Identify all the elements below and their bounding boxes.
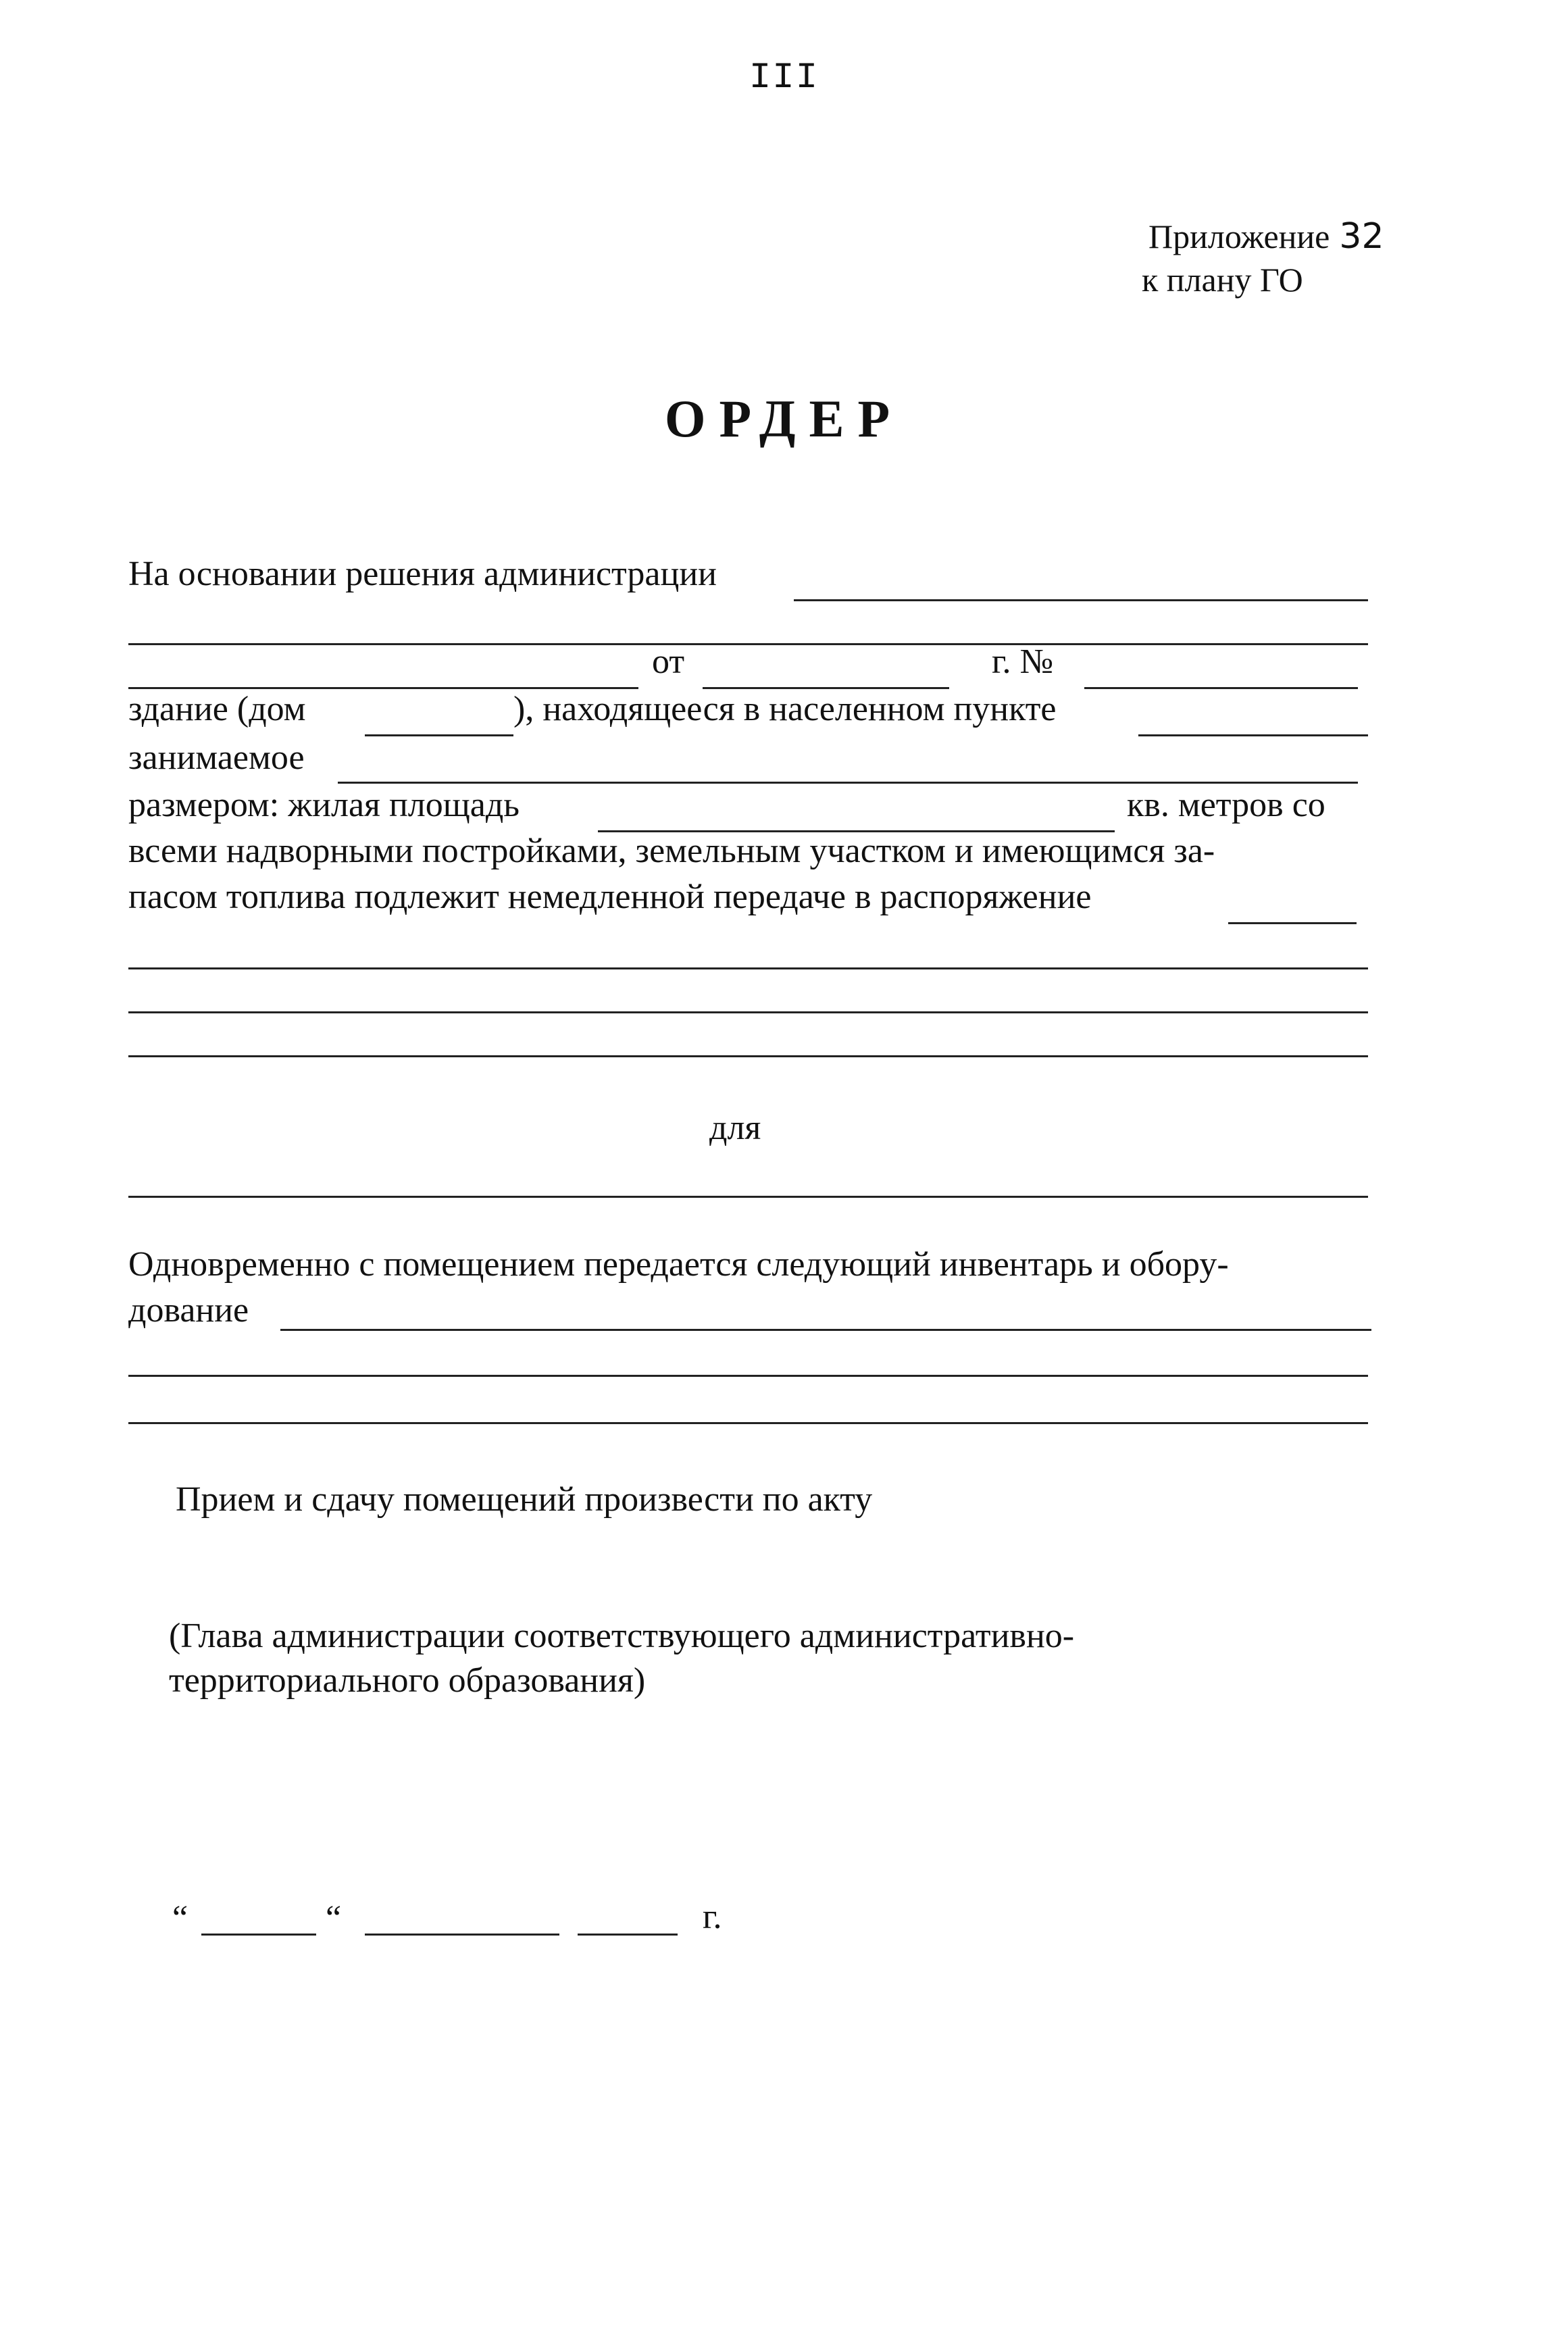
appendix-label: Приложение: [1148, 218, 1330, 255]
from-label: от: [652, 642, 685, 681]
administration-field-continued: [128, 643, 1368, 645]
purpose-label: для: [709, 1109, 761, 1147]
year-number-label: г. №: [992, 642, 1054, 681]
date-close-quote: “: [326, 1899, 342, 1938]
appendix-number: 32: [1339, 216, 1384, 257]
settlement-label: ), находящееся в населенном пункте: [513, 690, 1057, 728]
inventory-field: [280, 1329, 1371, 1331]
occupied-label: занимаемое: [128, 738, 305, 777]
recipient-field-line-3: [128, 1011, 1368, 1013]
date-month-field: [365, 1934, 559, 1936]
page-number: III: [749, 57, 819, 99]
purpose-field: [128, 1196, 1368, 1198]
date-day-field: [201, 1934, 316, 1936]
inventory-text: Одновременно с помещением передается следующий инвентарь и обору-: [128, 1245, 1229, 1284]
decision-number-field: [1084, 687, 1358, 689]
living-area-label: размером: жилая площадь: [128, 786, 520, 824]
acceptance-text: Прием и сдачу помещений произвести по акту: [176, 1480, 873, 1519]
date-year-suffix: г.: [703, 1898, 722, 1936]
date-open-quote: “: [172, 1899, 188, 1938]
recipient-field-line-2: [128, 967, 1368, 969]
occupied-by-field: [338, 782, 1358, 784]
equipment-label: дование: [128, 1291, 249, 1330]
recipient-field: [1228, 922, 1357, 924]
appendix-reference: [1142, 215, 1384, 301]
house-number-field: [365, 734, 513, 736]
administration-field: [794, 599, 1368, 601]
inventory-field-line-2: [128, 1375, 1368, 1377]
signatory-title-line-2: территориального образования): [169, 1661, 646, 1700]
date-year-field: [578, 1934, 678, 1936]
appendix-to: к плану ГО: [1142, 261, 1303, 299]
basis-label: На основании решения администрации: [128, 555, 717, 593]
settlement-field: [1138, 734, 1368, 736]
document-title: ОРДЕР: [664, 389, 904, 448]
recipient-field-line-4: [128, 1055, 1368, 1057]
transfer-text: пасом топлива подлежит немедленной передаче в распоряжение: [128, 878, 1092, 916]
area-unit-label: кв. метров со: [1127, 786, 1325, 824]
inventory-field-line-3: [128, 1422, 1368, 1424]
outbuildings-text: всеми надворными постройками, земельным участком и имеющимся за-: [128, 832, 1215, 870]
building-label: здание (дом: [128, 690, 306, 728]
signatory-title-line-1: (Глава администрации соответствующего административно-: [169, 1617, 1075, 1655]
